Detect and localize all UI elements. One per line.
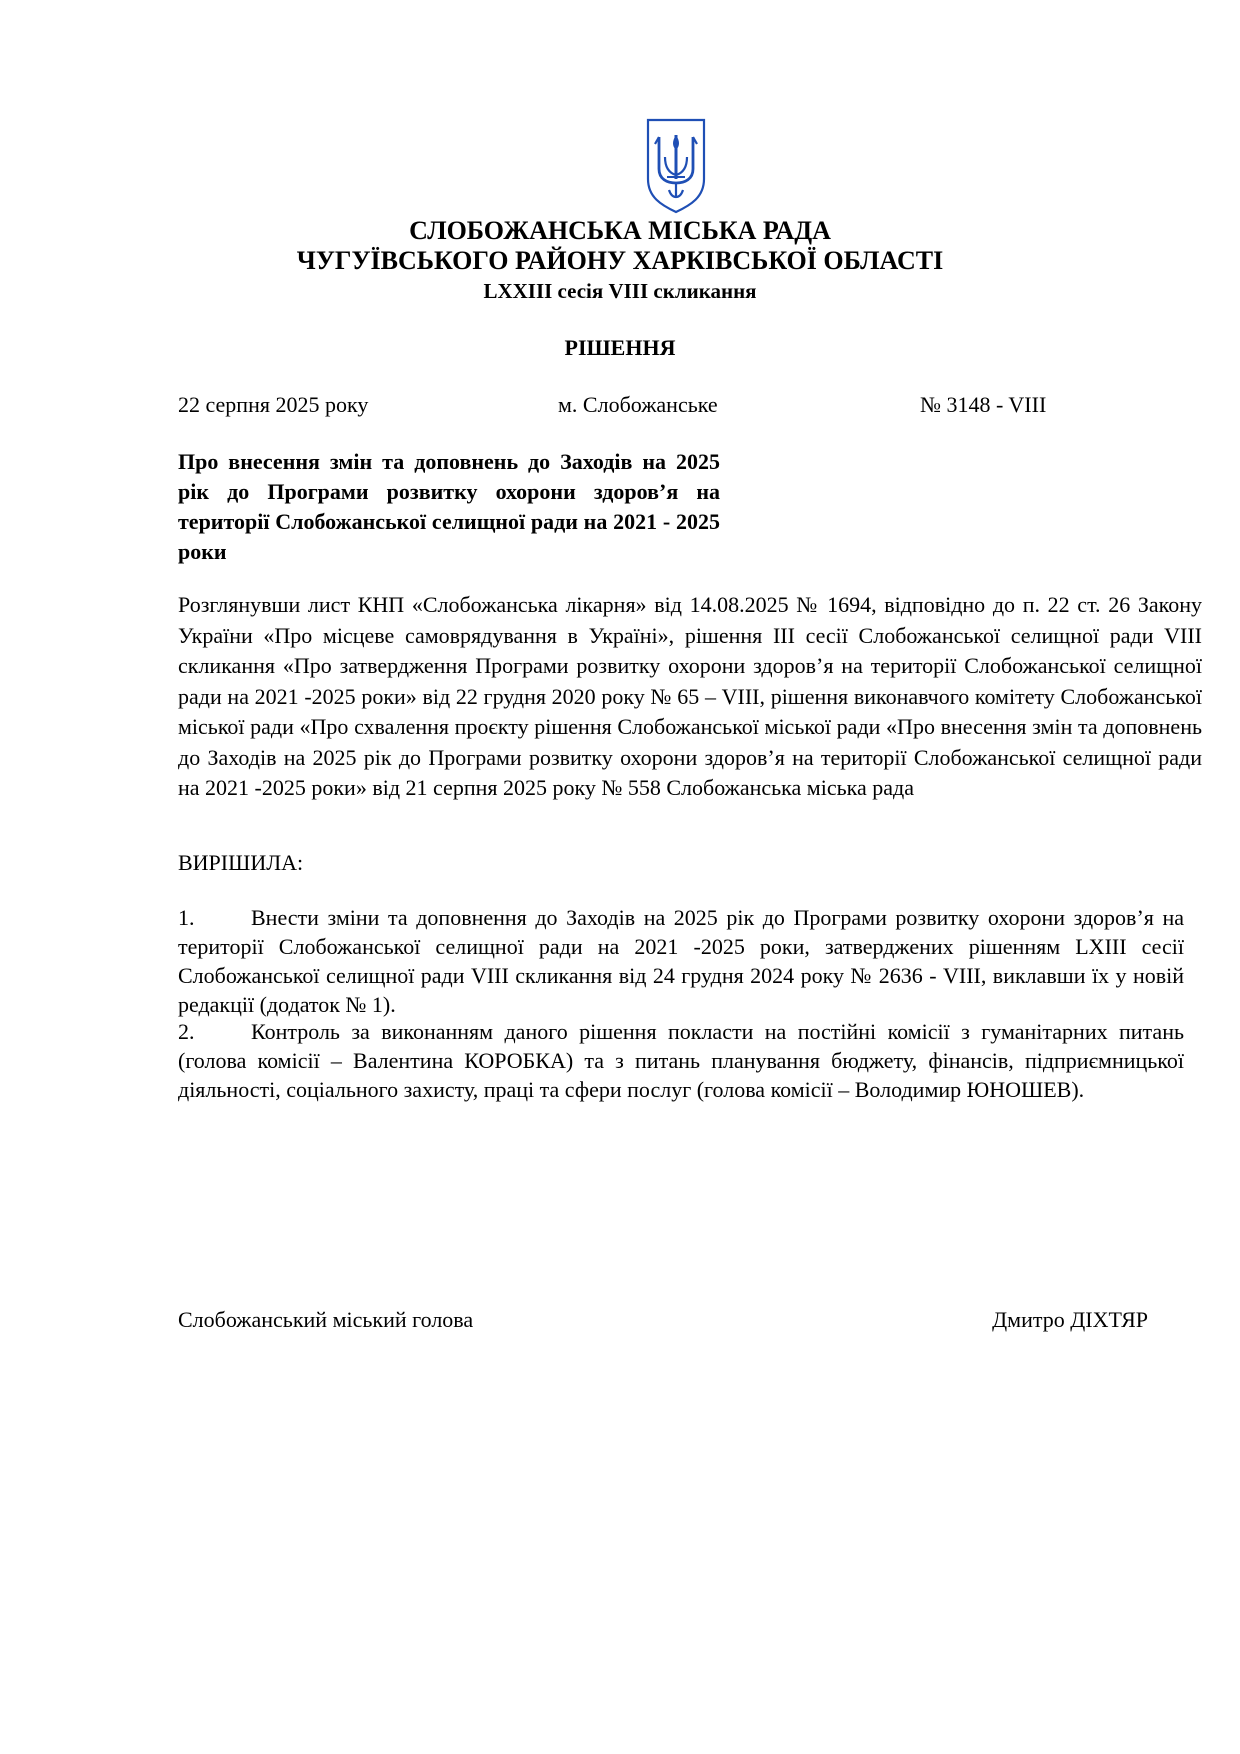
decision-date: 22 серпня 2025 року	[178, 392, 369, 417]
decision-number: № 3148 - VIII	[920, 392, 1047, 417]
document-meta-row	[178, 390, 1078, 420]
item-text: Внести зміни та доповнення до Заходів на 2025 рік до Програми розвитку охорони здоров’я на території Слобожанської селищної ради на 2021 -2025 роки, затверджених рішенням LXIII сесії Слобожанської селищної ради VIII скликання від 24 грудня 2024 року № 2636 - VIII, виклавши їх у новій редакції (додаток № 1).	[178, 905, 1184, 1017]
resolution-item-1	[178, 903, 1184, 1019]
item-number: 1.	[178, 905, 195, 930]
decision-subject: Про внесення змін та доповнень до Заходів на 2025 рік до Програми розвитку охорони здоров’я на території Слобожанської селищної ради на 2021 - 2025 роки	[178, 449, 720, 564]
signatory-name: Дмитро ДІХТЯР	[992, 1307, 1148, 1332]
session-line: LXXIII сесія VIII скликання	[483, 279, 757, 303]
document-type-title: РІШЕННЯ	[564, 335, 676, 360]
decision-place: м. Слобожанське	[558, 392, 718, 417]
preamble-paragraph: Розглянувши лист КНП «Слобожанська лікарня» від 14.08.2025 № 1694, відповідно до п. 22 ст. 26 Закону України «Про місцеве самоврядування в Україні», рішення ІІІ сесії Слобожанської селищної ради VIII скликання «Про затвердження Програми розвитку охорони здоров’я на території Слобожанської селищної ради на 2021 -2025 роки» від 22 грудня 2020 року № 65 – VIII, рішення виконавчого комітету Слобожанської міської ради «Про схвалення проєкту рішення Слобожанської міської ради «Про внесення змін та доповнень до Заходів на 2025 рік до Програми розвитку охорони здоров’я на території Слобожанської селищної ради на 2021 -2025 роки» від 21 серпня 2025 року № 558 Слобожанська міська рада	[178, 592, 1202, 800]
council-region: ЧУГУЇВСЬКОГО РАЙОНУ ХАРКІВСЬКОЇ ОБЛАСТІ	[296, 246, 944, 275]
ukraine-trident-coat-of-arms-icon	[645, 117, 707, 214]
item-number: 2.	[178, 1019, 195, 1044]
resolution-item-2	[178, 1017, 1184, 1104]
item-text: Контроль за виконанням даного рішення покласти на постійні комісії з гуманітарних питань (голова комісії – Валентина КОРОБКА) та з питань планування бюджету, фінансів, підприємницької діяльності, соціального захисту, праці та сфери послуг (голова комісії – Володимир ЮНОШЕВ).	[178, 1019, 1184, 1102]
council-name: СЛОБОЖАНСЬКА МІСЬКА РАДА	[409, 216, 831, 245]
resolved-label: ВИРІШИЛА:	[178, 850, 304, 875]
signatory-title: Слобожанський міський голова	[178, 1307, 474, 1332]
